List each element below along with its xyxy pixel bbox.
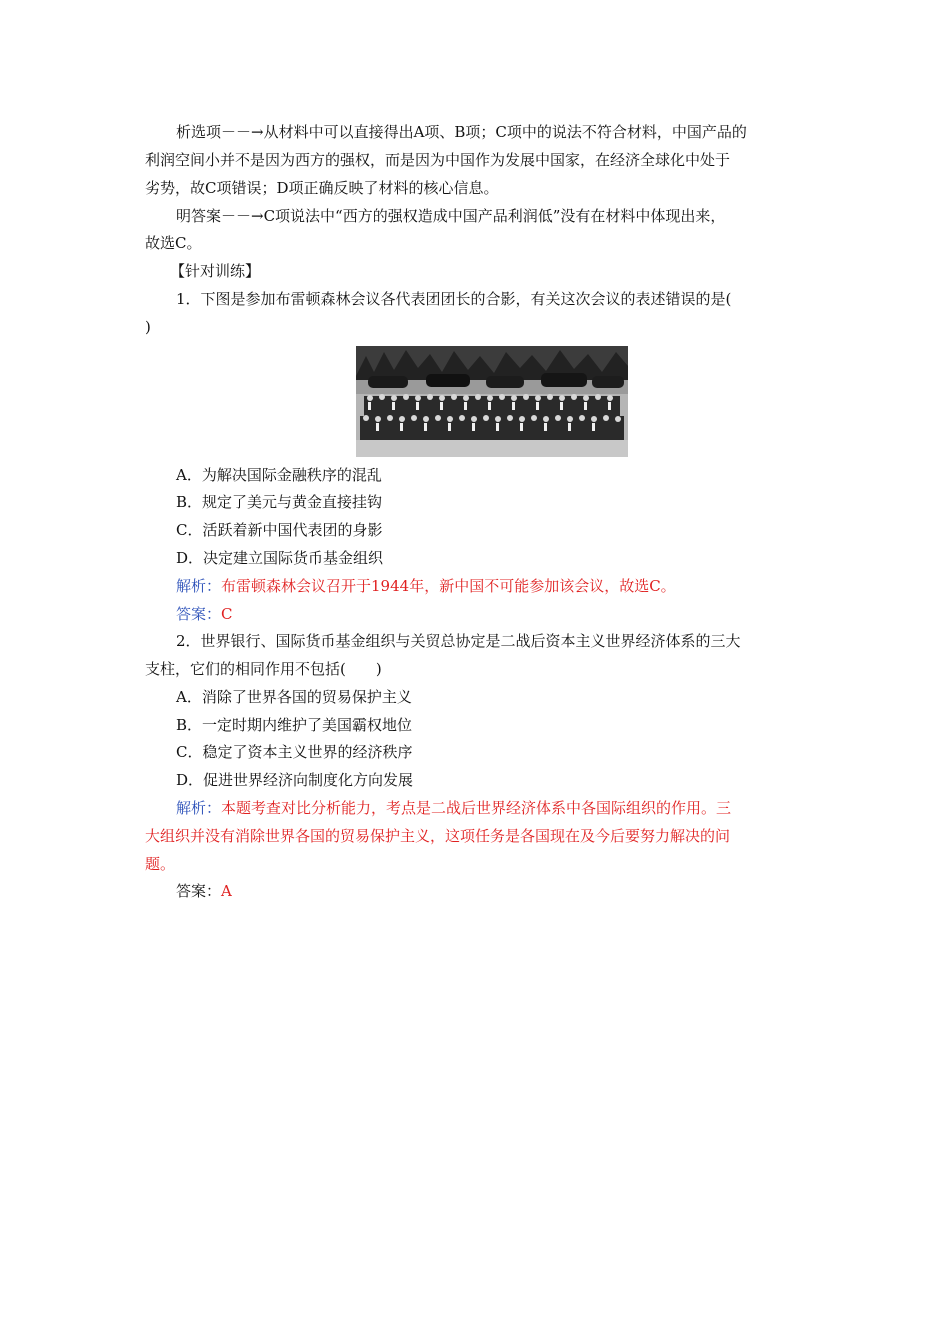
q1-answer: [176, 604, 810, 624]
q1-answer-label: 答案：: [176, 605, 222, 623]
q2-analysis-label: 解析：: [176, 799, 222, 817]
q2-analysis-line-2: 大组织并没有消除世界各国的贸易保护主义，这项任务是各国现在及今后要努力解决的问: [145, 827, 731, 845]
q1-answer-value: C: [221, 605, 233, 623]
q1-analysis: [176, 576, 810, 596]
analysis-line-3: 劣势，故C项错误；D项正确反映了材料的核心信息。: [145, 179, 499, 197]
q1-option-a: A．为解决国际金融秩序的混乱: [176, 466, 382, 484]
q2-analysis-line-1: [176, 798, 810, 818]
q2-option-a: A．消除了世界各国的贸易保护主义: [176, 688, 412, 706]
q1-option-d: D．决定建立国际货币基金组织: [176, 549, 384, 567]
answer-explain-line-1: 明答案－－→C项说法中“西方的强权造成中国产品利润低”没有在材料中体现出来，: [176, 207, 726, 225]
q2-analysis-line-3: 题。: [145, 855, 176, 873]
q2-stem-line-2: 支柱，它们的相同作用不包括( ): [145, 660, 382, 678]
analysis-line-2: 利润空间小并不是因为西方的强权，而是因为中国作为发展中国家，在经济全球化中处于: [145, 151, 731, 169]
q1-stem-line-1: 1．下图是参加布雷顿森林会议各代表团团长的合影，有关这次会议的表述错误的是(: [176, 290, 732, 308]
section-title: 【针对训练】: [170, 262, 261, 280]
q1-analysis-label: 解析：: [176, 577, 222, 595]
q2-option-c: C．稳定了资本主义世界的经济秩序: [176, 743, 413, 761]
q2-option-d: D．促进世界经济向制度化方向发展: [176, 771, 414, 789]
answer-explain-line-2: 故选C。: [145, 234, 202, 252]
q1-option-b: B．规定了美元与黄金直接挂钩: [176, 493, 383, 511]
bretton-woods-group-photo: [356, 346, 628, 457]
q2-analysis-text-1: 本题考查对比分析能力，考点是二战后世界经济体系中各国际组织的作用。三: [221, 799, 732, 817]
q1-analysis-text: 布雷顿森林会议召开于1944年，新中国不可能参加该会议，故选C。: [221, 577, 676, 595]
q1-stem-line-2: ): [145, 318, 151, 336]
q1-option-c: C．活跃着新中国代表团的身影: [176, 521, 383, 539]
analysis-line-1: 析选项－－→从材料中可以直接得出A项、B项；C项中的说法不符合材料，中国产品的: [176, 123, 747, 141]
q2-stem-line-1: 2．世界银行、国际货币基金组织与关贸总协定是二战后资本主义世界经济体系的三大: [176, 632, 741, 650]
q2-option-b: B．一定时期内维护了美国霸权地位: [176, 716, 413, 734]
q2-answer: [176, 881, 810, 901]
q2-answer-value: A: [221, 882, 232, 900]
q2-answer-label: 答案：: [176, 882, 222, 900]
